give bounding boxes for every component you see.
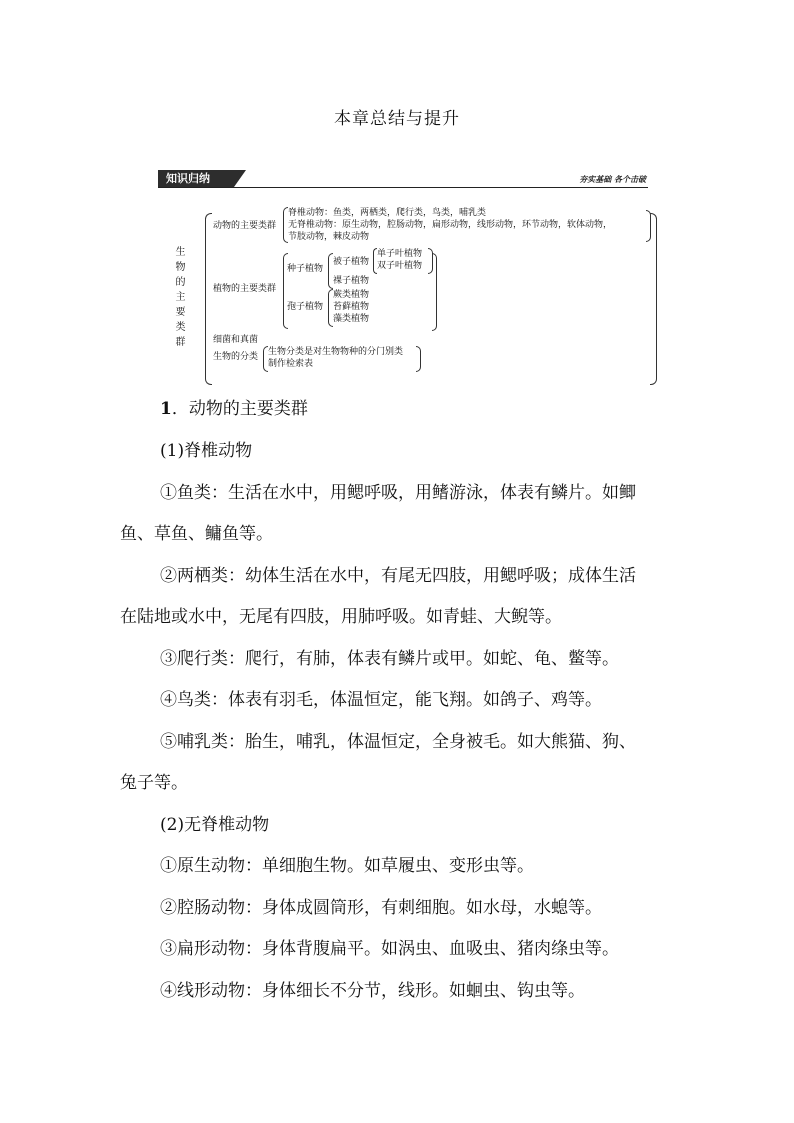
ferns-label: 蕨类植物 <box>333 290 370 300</box>
paragraph-amphibian-1: ②两栖类：幼体生活在水中，有尾无四肢，用鳃呼吸；成体生活 <box>160 566 636 586</box>
heading-number: 1 <box>160 399 172 419</box>
classification-right-brace <box>416 346 421 372</box>
tree-root: 生物的主要类群 <box>173 246 184 351</box>
gymnosperms-label: 裸子植物 <box>333 276 370 286</box>
paragraph-mammal-2: 兔子等。 <box>120 773 188 793</box>
animal-group-label: 动物的主要类群 <box>213 221 277 231</box>
root-brace <box>205 213 212 385</box>
seed-plants-label: 种子植物 <box>287 264 324 274</box>
paragraph-bird: ④鸟类：体表有羽毛，体温恒定，能飞翔。如鸽子、鸡等。 <box>160 690 602 710</box>
spore-plants-label: 孢子植物 <box>287 302 324 312</box>
paragraph-roundworm: ④线形动物：身体细长不分节，线形。如蛔虫、钩虫等。 <box>160 981 585 1001</box>
vertebrates-text: 脊椎动物：鱼类，两栖类，爬行类，鸟类，哺乳类 <box>288 208 487 218</box>
classification-item-2: 制作检索表 <box>268 359 314 369</box>
root-right-brace <box>650 213 657 385</box>
paragraph-amphibian-2: 在陆地或水中，无尾有四肢，用肺呼吸。如青蛙、大鲵等。 <box>120 607 562 627</box>
invertebrates-text-2: 节肢动物，棘皮动物 <box>288 232 370 242</box>
banner-slogan: 夯实基础 各个击破 <box>579 175 646 184</box>
page-title: 本章总结与提升 <box>334 109 460 129</box>
paragraph-mammal-1: ⑤哺乳类：胎生，哺乳，体温恒定，全身被毛。如大熊猫、狗、 <box>160 732 636 752</box>
paragraph-coelenterate: ②腔肠动物：身体成圆筒形，有刺细胞。如水母，水螅等。 <box>160 898 602 918</box>
knowledge-tree <box>0 0 794 400</box>
bacteria-fungi-label: 细菌和真菌 <box>213 335 259 345</box>
plant-group-label: 植物的主要类群 <box>213 284 277 294</box>
paragraph-flatworm: ③扁形动物：身体背腹扁平。如涡虫、血吸虫、猪肉绦虫等。 <box>160 939 619 959</box>
angiosperms-label: 被子植物 <box>333 257 370 267</box>
paragraph-fish-2: 鱼、草鱼、鳙鱼等。 <box>120 524 273 544</box>
dicots-label: 双子叶植物 <box>377 261 423 271</box>
paragraph-protozoa: ①原生动物：单细胞生物。如草履虫、变形虫等。 <box>160 856 534 876</box>
subheading-invertebrates: (2)无脊椎动物 <box>160 815 270 835</box>
paragraph-reptile: ③爬行类：爬行，有肺，体表有鳞片或甲。如蛇、龟、鳖等。 <box>160 649 619 669</box>
banner-label: 知识归纳 <box>158 170 234 187</box>
heading-text: ．动物的主要类群 <box>171 399 308 419</box>
heading-animal-groups <box>160 399 720 419</box>
paragraph-fish-1: ①鱼类：生活在水中，用鳃呼吸，用鳍游泳，体表有鳞片。如鲫 <box>160 483 636 503</box>
invertebrates-text-1: 无脊椎动物：原生动物，腔肠动物，扁形动物，线形动物，环节动物，软体动物， <box>288 220 613 230</box>
mosses-label: 苔藓植物 <box>333 302 370 312</box>
monocots-label: 单子叶植物 <box>377 249 423 259</box>
subheading-vertebrates: (1)脊椎动物 <box>160 441 253 461</box>
plant-right-brace <box>432 253 437 331</box>
classification-item-1: 生物分类是对生物物种的分门别类 <box>268 347 404 357</box>
algae-label: 藻类植物 <box>333 314 370 324</box>
classification-label: 生物的分类 <box>213 352 259 362</box>
